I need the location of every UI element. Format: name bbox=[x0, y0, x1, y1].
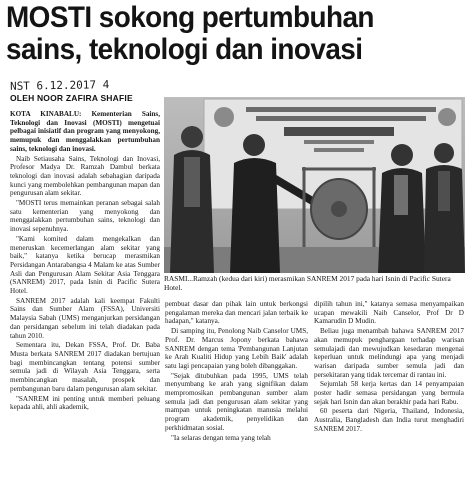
paragraph: "Sejak ditubuhkan pada 1995, UMS telah menyumbang ke arah yang signifikan dalam mempromosikan pembangunan sumber alam semula jadi dan pengurusan alam sekitar yang mampan untuk peningkatan manusia melalui program akademik, penyelidikan dan perkhidmatan sosial. bbox=[165, 371, 308, 432]
paragraph: "SANREM ini penting untuk memberi peluang kepada ahli, ahli akademik, bbox=[10, 394, 160, 412]
paragraph: pembuat dasar dan pihak lain untuk berkongsi pengalaman mereka dan mencari jalan terbaik ke hadapan," katanya. bbox=[165, 300, 308, 326]
paragraph: 60 peserta dari Nigeria, Thailand, Indonesia, Australia, Bangladesh dan India turut menghadiri SANREM 2017. bbox=[314, 407, 464, 433]
dateline: KOTA KINABALU: bbox=[10, 110, 82, 118]
article-column-2 bbox=[165, 300, 308, 478]
article-column-1 bbox=[10, 110, 160, 476]
lead-text: Kementerian Sains, Teknologi dan Inovasi (MOSTI) mengetuai pelbagai inisiatif dan program yang menyokong, memupuk dan menggalakkan pertumbuhan sains, teknologi dan inovasi. bbox=[10, 110, 160, 153]
headline-line-1: MOSTI sokong pertumbuhan bbox=[6, 1, 374, 34]
headline-line-2: sains, teknologi dan inovasi bbox=[6, 33, 363, 66]
lead-paragraph bbox=[10, 110, 160, 154]
paragraph: SANREM 2017 adalah kali keempat Fakulti Sains dan Sumber Alam (FSSA), Universiti Malaysia Sabah (UMS) menganjurkan persidangan dan persidangan sebelum ini telah diadakan pada tahun 2010. bbox=[10, 296, 160, 340]
headline bbox=[6, 2, 436, 66]
paragraph: Naib Setiausaha Sains, Teknologi dan Inovasi, Profesor Madya Dr. Ramzah Dambul berkata teknologi dan inovasi adalah sebahagian daripada kunci yang membolehkan pembangunan mapan dan pengurusan alam sekitar. bbox=[10, 154, 160, 198]
paragraph: dipilih tahun ini," katanya semasa menyampaikan ucapan mewakili Naib Canselor, Prof Dr D Kamarudin D Mudin. bbox=[314, 300, 464, 326]
paragraph: Beliau juga menambah bahawa SANREM 2017 akan memupuk penghargaan terhadap warisan semulajadi dan mewujudkan kesedaran mengenai keperluan untuk melindungi apa yang menjadi warisan daripada sumber semula jadi dan persekitaran yang tidak tercemar di rantau ini. bbox=[314, 327, 464, 379]
paragraph: "MOSTI terus memainkan peranan sebagai salah satu kementerian yang menyokong dan menggalakkan pertumbuhan sains, teknologi dan inovasi sepenuhnya. bbox=[10, 199, 160, 234]
handwritten-source-note: NST 6.12.2017 4 bbox=[9, 78, 110, 93]
paragraph: Sementara itu, Dekan FSSA, Prof. Dr. Baba Musta berkata SANREM 2017 diadakan bertujuan bagi membincangkan tentang potensi sumber semula jadi di Wilayah Asia Tenggara, serta membincangkan masalah, prospek dan pembangunan baru dalam pengurusan alam sekitar. bbox=[10, 341, 160, 393]
article-column-3 bbox=[314, 300, 464, 478]
photo-illustration bbox=[164, 97, 465, 273]
photo-caption: RASMI...Ramzah (kedua dari kiri) merasmikan SANREM 2017 pada hari Isnin di Pacific Sutera Hotel. bbox=[164, 274, 451, 292]
paragraph: "Kami komited dalam mengekalkan dan meneruskan kecemerlangan alam sekitar yang baik," katanya ketika berucap merasmikan Persidangan Antarabangsa 4 Malam ke atas Sumber Asli dan Pengurusan Alam Sekitar Asia Tenggara (SANREM) 2017, pada Isnin di Pacific Sutera Hotel. bbox=[10, 234, 160, 296]
paragraph: Sejumlah 58 kerja kertas dan 14 penyampaian poster hadir semasa persidangan yang bermula sejak hari Isnin dan akan berakhir pada hari Rabu. bbox=[314, 380, 464, 406]
paragraph: "Ia selaras dengan tema yang telah bbox=[171, 433, 271, 442]
byline: OLEH NOOR ZAFIRA SHAFIE bbox=[10, 93, 133, 103]
news-photo bbox=[164, 97, 465, 273]
paragraph: Di samping itu, Penolong Naib Canselor UMS, Prof. Dr. Marcus Jopony berkata bahawa SANREM dengan tema 'Pembangunan Lanjutan ke Arah Kualiti Hidup yang Lebih Baik' adalah satu lagi pencapaian yang boleh dibanggakan. bbox=[165, 327, 308, 370]
